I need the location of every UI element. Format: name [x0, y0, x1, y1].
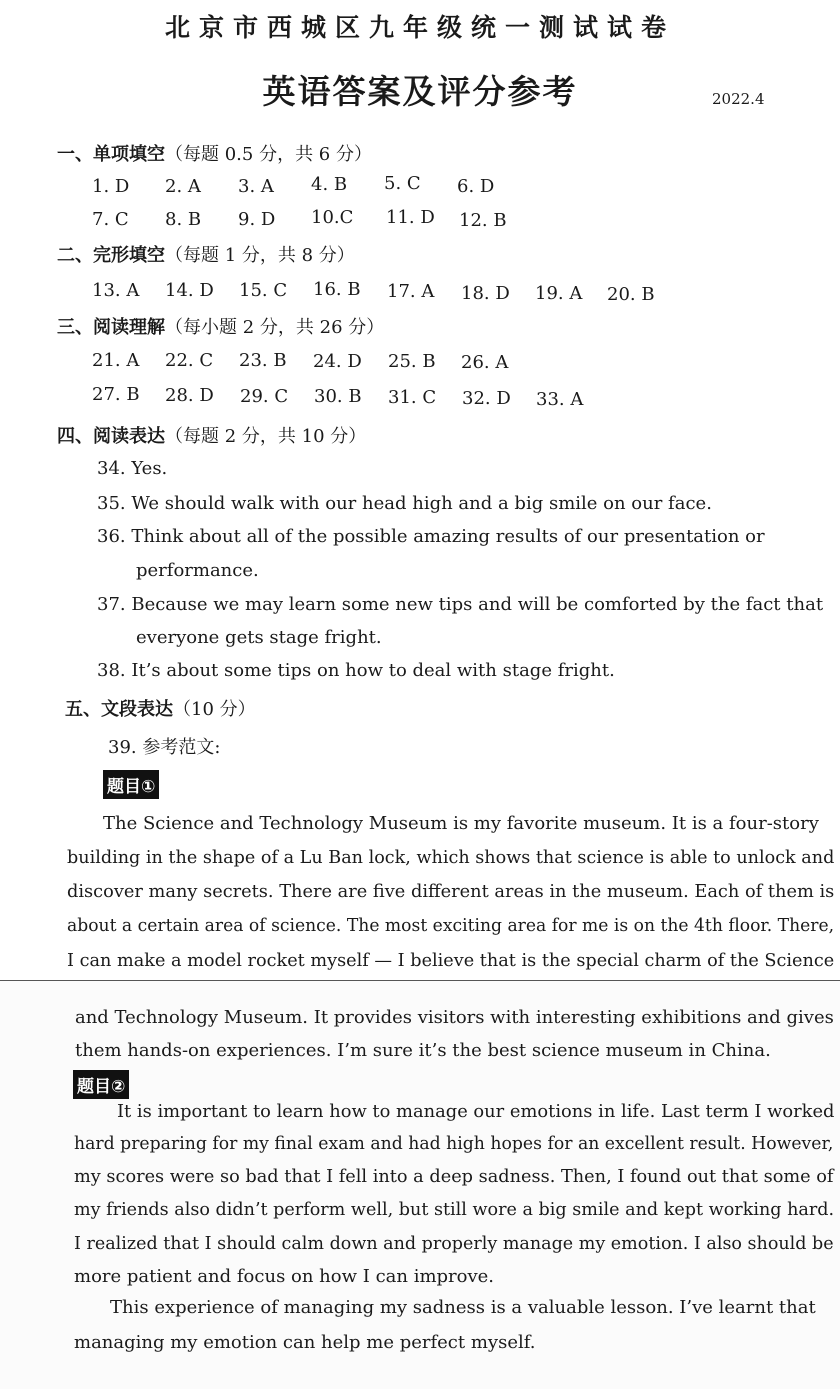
answer-item: 17. A	[387, 281, 435, 302]
essay-intro: 39. 参考范文:	[108, 737, 221, 758]
answer-item: 22. C	[165, 350, 214, 371]
section-note: （每题 1 分，共 8 分）	[165, 245, 355, 266]
answer-item: 3. A	[238, 176, 274, 197]
page-title: 英语答案及评分参考	[262, 72, 578, 111]
essay-line: managing my emotion can help me perfect myself.	[74, 1332, 536, 1353]
answer-item: 25. B	[388, 351, 436, 372]
essay-line: them hands-on experiences. I’m sure it’s the best science museum in China.	[75, 1040, 771, 1061]
answer-line: 38. It’s about some tips on how to deal with stage fright.	[97, 660, 615, 681]
answer-item: 7. C	[92, 209, 129, 230]
answer-item: 21. A	[92, 350, 140, 371]
section-title: 一、单项填空	[57, 144, 165, 165]
section-title: 二、完形填空	[57, 245, 165, 266]
answer-line: performance.	[136, 560, 259, 581]
essay-line: building in the shape of a Lu Ban lock, which shows that science is able to unlock and	[67, 847, 835, 868]
section-note: （每小题 2 分，共 26 分）	[165, 317, 385, 338]
section-heading-5	[65, 695, 256, 721]
answer-item: 9. D	[238, 209, 276, 230]
section-title: 四、阅读表达	[57, 426, 165, 447]
section-heading-1	[57, 140, 372, 166]
essay-line: It is important to learn how to manage our emotions in life. Last term I worked	[117, 1101, 835, 1122]
answer-item: 15. C	[239, 280, 288, 301]
section-note: （每题 0.5 分，共 6 分）	[165, 144, 372, 165]
page-divider	[0, 980, 840, 981]
answer-item: 30. B	[314, 386, 362, 407]
answer-item: 31. C	[388, 387, 437, 408]
essay-line: and Technology Museum. It provides visitors with interesting exhibitions and gives	[75, 1007, 834, 1028]
answer-item: 24. D	[313, 351, 362, 372]
section-title: 五、文段表达	[65, 699, 173, 720]
essay-line: more patient and focus on how I can improve.	[74, 1266, 495, 1287]
answer-item: 1. D	[92, 176, 130, 197]
section-heading-2	[57, 241, 355, 267]
answer-item: 28. D	[165, 385, 214, 406]
answer-item: 29. C	[240, 386, 289, 407]
school-header: 北京市西城区九年级统一测试试卷	[164, 13, 675, 42]
essay-line: The Science and Technology Museum is my favorite museum. It is a four-story	[103, 813, 819, 834]
essay-line: I can make a model rocket myself — I believe that is the special charm of the Science	[67, 950, 835, 971]
answer-item: 18. D	[461, 283, 510, 304]
topic-badge-2: 题目②	[73, 1070, 129, 1099]
answer-line: 35. We should walk with our head high and a big smile on our face.	[97, 493, 712, 514]
answer-item: 13. A	[92, 280, 140, 301]
answer-line: everyone gets stage fright.	[136, 627, 382, 648]
section-note: （每题 2 分，共 10 分）	[165, 426, 367, 447]
answer-item: 27. B	[92, 384, 140, 405]
answer-item: 32. D	[462, 388, 511, 409]
answer-item: 23. B	[239, 350, 287, 371]
answer-item: 4. B	[311, 174, 348, 195]
essay-line: about a certain area of science. The most exciting area for me is on the 4th floor. There,	[67, 915, 835, 936]
answer-item: 26. A	[461, 352, 509, 373]
essay-line: This experience of managing my sadness is a valuable lesson. I’ve learnt that	[110, 1297, 816, 1318]
answer-item: 14. D	[165, 280, 214, 301]
answer-item: 2. A	[165, 176, 201, 197]
answer-item: 6. D	[457, 176, 495, 197]
answer-item: 11. D	[386, 207, 435, 228]
answer-item: 16. B	[313, 279, 361, 300]
essay-line: my scores were so bad that I fell into a deep sadness. Then, I found out that some of	[74, 1166, 834, 1187]
answer-line: 34. Yes.	[97, 458, 168, 479]
section-note: （10 分）	[173, 699, 256, 720]
answer-item: 8. B	[165, 209, 202, 230]
essay-line: I realized that I should calm down and properly manage my emotion. I also should be	[74, 1233, 834, 1254]
answer-item: 12. B	[459, 210, 507, 231]
section-heading-3	[57, 313, 384, 339]
answer-item: 33. A	[536, 389, 584, 410]
essay-line: discover many secrets. There are five different areas in the museum. Each of them is	[67, 881, 835, 902]
answer-line: 36. Think about all of the possible amazing results of our presentation or	[97, 526, 765, 547]
answer-item: 10.C	[311, 207, 354, 228]
answer-item: 5. C	[384, 173, 421, 194]
topic-badge-1: 题目①	[103, 770, 159, 799]
answer-line: 37. Because we may learn some new tips and will be comforted by the fact that	[97, 594, 824, 615]
section-heading-4	[57, 422, 366, 448]
essay-line: my friends also didn’t perform well, but still wore a big smile and kept working hard.	[74, 1199, 835, 1220]
answer-item: 19. A	[535, 283, 583, 304]
section-title: 三、阅读理解	[57, 317, 165, 338]
essay-line: hard preparing for my final exam and had high hopes for an excellent result. However,	[74, 1133, 834, 1154]
exam-date: 2022.4	[712, 90, 765, 108]
answer-item: 20. B	[607, 284, 655, 305]
